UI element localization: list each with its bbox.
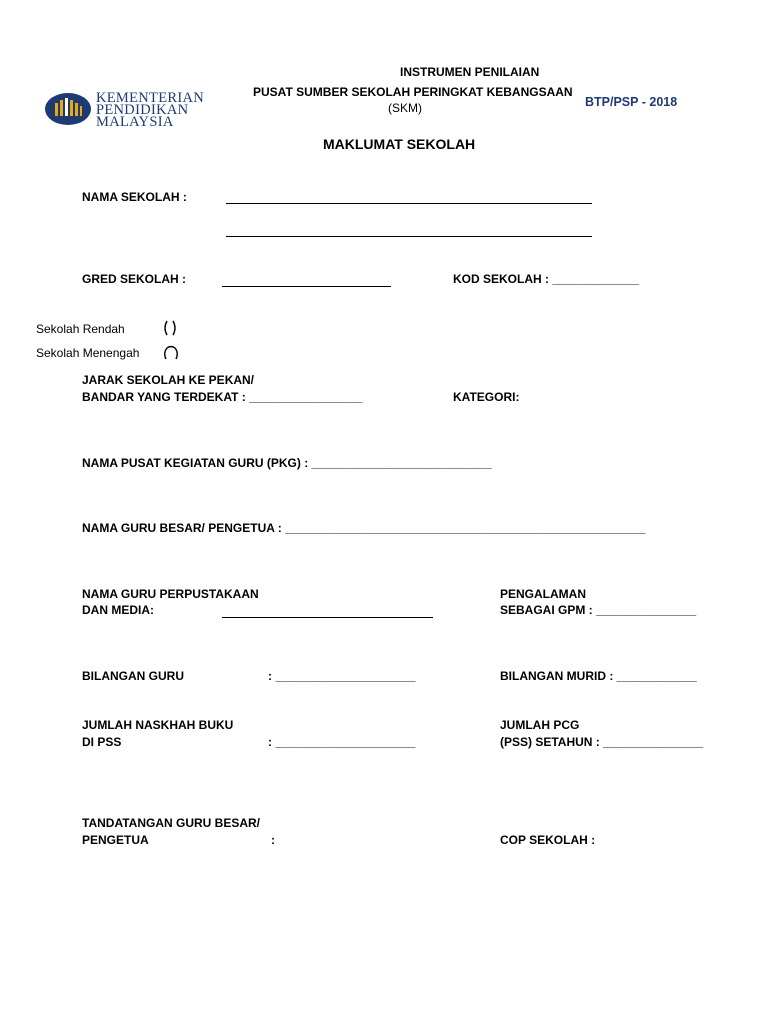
jarak-label-line1: JARAK SEKOLAH KE PEKAN/ (82, 373, 255, 387)
sekolah-rendah-checkbox[interactable] (162, 319, 178, 337)
naskhah-label-line2: DI PSS (82, 735, 122, 749)
gred-sekolah-label: GRED SEKOLAH : (82, 272, 187, 286)
tandatangan-colon[interactable]: : (271, 833, 275, 847)
guru-besar-field[interactable]: NAMA GURU BESAR/ PENGETUA : ______________________________________________________ (82, 521, 646, 535)
logo-line-1: KEMENTERIAN (96, 90, 205, 106)
nama-sekolah-line-1[interactable] (226, 203, 592, 204)
naskhah-label-line1: JUMLAH NASKHAH BUKU (82, 718, 234, 732)
pkg-field[interactable]: NAMA PUSAT KEGIATAN GURU (PKG) : ___________________________ (82, 456, 492, 470)
sekolah-menengah-label: Sekolah Menengah (36, 346, 140, 360)
pengalaman-label-line1: PENGALAMAN (500, 587, 586, 601)
instrument-title: INSTRUMEN PENILAIAN (400, 65, 540, 79)
bilangan-guru-label: BILANGAN GURU (82, 669, 184, 683)
ministry-emblem-icon (44, 92, 92, 126)
instrument-skm: (SKM) (388, 101, 422, 115)
document-code: BTP/PSP - 2018 (585, 95, 678, 109)
sekolah-rendah-label: Sekolah Rendah (36, 322, 125, 336)
kategori-label: KATEGORI: (453, 390, 520, 404)
gpm-label-line2: DAN MEDIA: (82, 603, 154, 617)
pengalaman-field[interactable]: SEBAGAI GPM : _______________ (500, 603, 697, 617)
logo-line-3: MALAYSIA (96, 114, 174, 130)
gpm-line[interactable] (222, 617, 433, 618)
nama-sekolah-label: NAMA SEKOLAH : (82, 190, 187, 204)
instrument-subtitle: PUSAT SUMBER SEKOLAH PERINGKAT KEBANGSAAN (253, 85, 573, 99)
tandatangan-label-line2: PENGETUA (82, 833, 149, 847)
bilangan-guru-field[interactable]: : _____________________ (268, 669, 416, 683)
kod-sekolah-field[interactable]: KOD SEKOLAH : _____________ (453, 272, 640, 286)
ministry-logo (44, 92, 219, 128)
bilangan-murid-field[interactable]: BILANGAN MURID : ____________ (500, 669, 697, 683)
bracket-circle-icon (162, 319, 178, 337)
tandatangan-label-line1: TANDATANGAN GURU BESAR/ (82, 816, 260, 830)
form-heading: MAKLUMAT SEKOLAH (323, 136, 476, 152)
pcg-field[interactable]: (PSS) SETAHUN : _______________ (500, 735, 704, 749)
cop-sekolah-label[interactable]: COP SEKOLAH : (500, 833, 596, 847)
jarak-label-line2[interactable]: BANDAR YANG TERDEKAT : _________________ (82, 390, 363, 404)
open-circle-icon (162, 344, 180, 362)
naskhah-field[interactable]: : _____________________ (268, 735, 416, 749)
sekolah-menengah-checkbox[interactable] (162, 344, 180, 362)
pcg-label-line1: JUMLAH PCG (500, 718, 580, 732)
nama-sekolah-line-2[interactable] (226, 236, 592, 237)
logo-line-2: PENDIDIKAN (96, 102, 189, 118)
gred-sekolah-line[interactable] (222, 286, 391, 287)
gpm-label-line1: NAMA GURU PERPUSTAKAAN (82, 587, 259, 601)
